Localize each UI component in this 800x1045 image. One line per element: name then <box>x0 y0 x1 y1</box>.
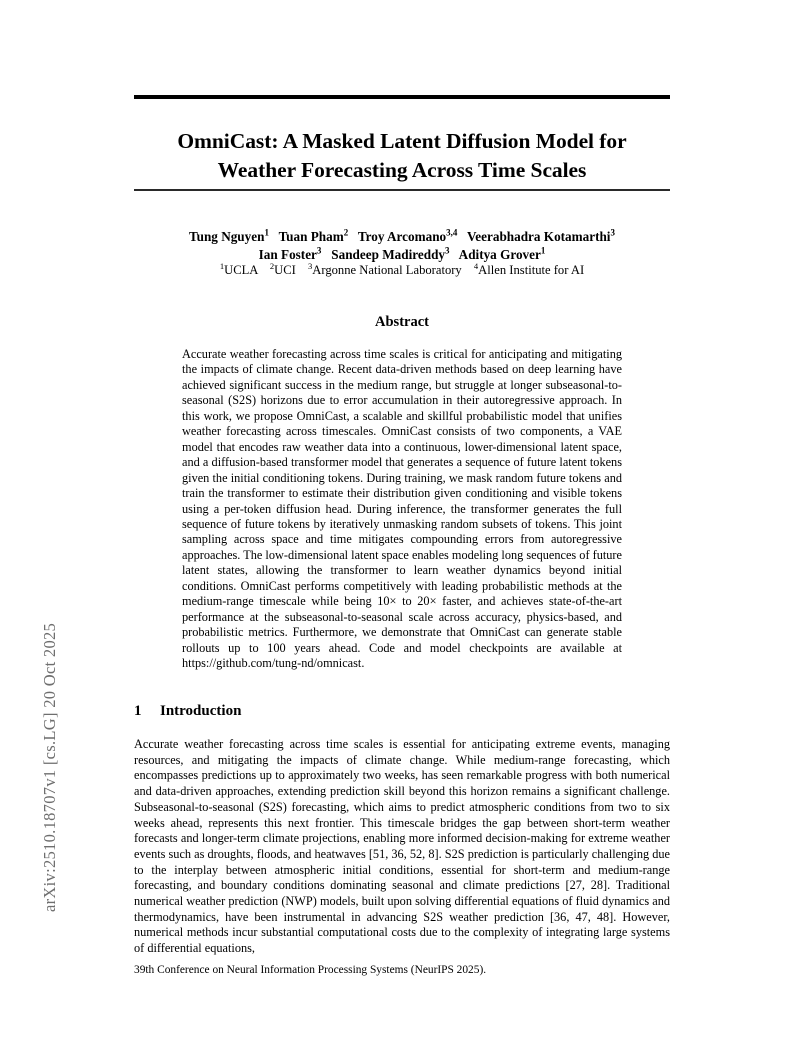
affiliation-marker: 4 <box>473 260 479 271</box>
section-number: 1 <box>134 703 142 719</box>
affiliation-name: UCLA <box>224 263 258 277</box>
author-line-2 <box>134 246 670 264</box>
author-name: Ian Foster <box>258 246 317 262</box>
introduction-body: Accurate weather forecasting across time scales is essential for anticipating extreme events, managing resources, and mitigating the impacts of climate change. While medium-range forecasting, which encompasses predictions up to approximately two weeks, has seen remarkable progress with both numerical and data-driven approaches, extending prediction skill beyond this horizon remains a significant challenge. Subseasonal-to-seasonal (S2S) forecasting, which aims to predict atmospheric conditions from two to six weeks ahead, represents this next frontier. This timescale bridges the gap between short-term weather forecasts and longer-term climate projections, enabling more informed decision-making for extreme weather events such as droughts, floods, and heatwaves [51, 36, 52, 8]. S2S prediction is particularly challenging due to the interplay between atmospheric initial conditions, essential for short-term and medium-range forecasting, and boundary conditions dominating seasonal and climate predictions [27, 28]. Traditional numerical weather prediction (NWP) models, built upon solving differential equations of fluid dynamics and thermodynamics, have been instrumental in advancing S2S weather prediction [36, 47, 48]. However, numerical methods incur substantial computational costs due to the complexity of integrating large systems of differential equations, <box>134 737 670 956</box>
author-affiliation-marker: 1 <box>264 227 269 238</box>
arxiv-stamp-text: arXiv:2510.18707v1 [cs.LG] 20 Oct 2025 <box>40 622 59 912</box>
affiliation-block <box>134 262 670 278</box>
affiliation-item <box>308 260 462 277</box>
abstract-heading: Abstract <box>375 314 429 330</box>
title-bottom-rule <box>134 189 670 191</box>
title-line-2: Weather Forecasting Across Time Scales <box>217 158 587 183</box>
abstract-body: Accurate weather forecasting across time scales is critical for anticipating and mitigating the impacts of climate change. Recent data-driven methods based on deep learning have achieved significant success in the medium range, but struggle at longer subseasonal-to-seasonal (S2S) horizons due to error accumulation in their autoregressive approach. In this work, we propose OmniCast, a scalable and skillful probabilistic model that unifies weather forecasting across timescales. OmniCast consists of two components, a VAE model that encodes raw weather data into a continuous, lower-dimensional latent space, and a diffusion-based transformer model that generates a sequence of future latent tokens given the initial conditioning tokens. During training, we mask random future tokens and train the transformer to estimate their distribution given conditioning and visible tokens using a per-token diffusion head. During inference, the transformer generates the full sequence of future tokens by iteratively unmasking random subsets of tokens. This joint sampling across space and time mitigates compounding errors from autoregressive approaches. The low-dimensional latent space enables modeling long sequences of future latent states, allowing the transformer to learn weather dynamics beyond initial conditions. OmniCast performs competitively with leading probabilistic methods at the medium-range timescale while being 10× to 20× faster, and achieves state-of-the-art performance at the subseasonal-to-seasonal scale across accuracy, physics-based, and probabilistic metrics. Furthermore, we demonstrate that OmniCast can generate stable rollouts up to 100 years ahead. Code and model checkpoints are available at https://github.com/tung-nd/omnicast. <box>182 347 622 671</box>
affiliation-item <box>219 260 258 277</box>
author-affiliation-marker: 1 <box>540 245 546 256</box>
author-affiliation-marker: 2 <box>343 227 349 238</box>
section-title: Introduction <box>160 703 242 719</box>
author-affiliation-marker: 3 <box>445 245 450 256</box>
author-name: Sandeep Madireddy <box>331 246 446 262</box>
author-block <box>134 228 670 263</box>
author-line-1 <box>134 228 670 246</box>
title-top-rule <box>134 95 670 99</box>
author-affiliation-marker: 3 <box>610 227 615 238</box>
affiliation-name: Allen Institute for AI <box>478 263 585 277</box>
author-name: Tuan Pham <box>278 229 344 244</box>
affiliation-marker: 3 <box>308 260 313 271</box>
section-heading-introduction <box>134 703 670 720</box>
author-affiliation-marker: 3,4 <box>446 227 458 238</box>
author-name: Troy Arcomano <box>357 229 447 244</box>
author-name: Aditya Grover <box>458 246 541 262</box>
author-affiliation-marker: 3 <box>316 245 322 256</box>
affiliation-name: Argonne National Laboratory <box>312 263 462 277</box>
title-line-1: OmniCast: A Masked Latent Diffusion Model for <box>177 129 627 154</box>
affiliation-name: UCI <box>274 263 296 277</box>
author-name: Veerabhadra Kotamarthi <box>467 229 611 244</box>
affiliation-marker: 2 <box>269 260 275 271</box>
paper-page <box>134 0 670 1045</box>
affiliation-item <box>473 260 585 277</box>
author-name: Tung Nguyen <box>189 229 265 244</box>
arxiv-stamp <box>0 0 62 1045</box>
conference-footnote: 39th Conference on Neural Information Processing Systems (NeurIPS 2025). <box>134 964 487 976</box>
page-title <box>134 127 670 185</box>
affiliation-item <box>269 260 296 277</box>
affiliation-marker: 1 <box>219 260 225 271</box>
